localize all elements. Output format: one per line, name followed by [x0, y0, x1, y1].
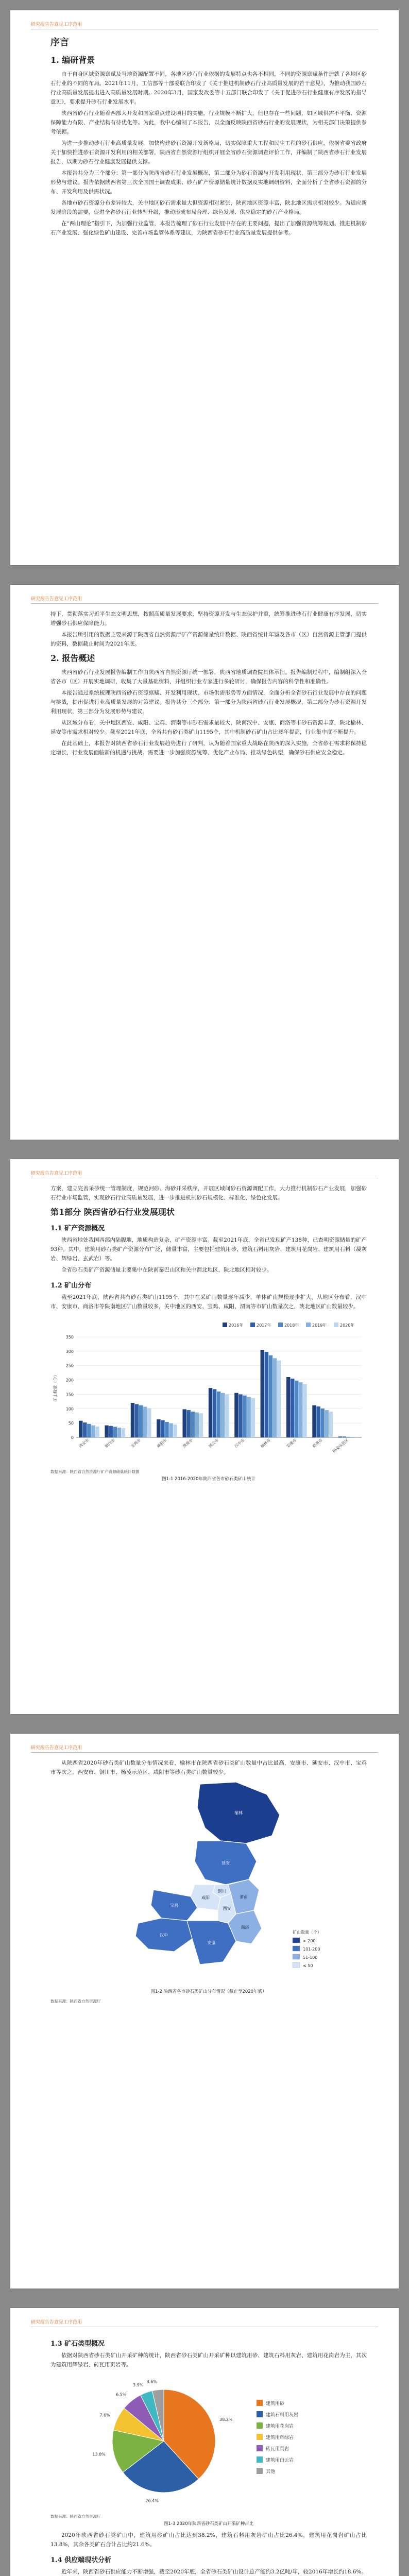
legend-label: 2017年 — [257, 1323, 271, 1328]
bar — [303, 1384, 306, 1437]
bar — [87, 1424, 91, 1437]
bar — [187, 1410, 191, 1437]
page-header: 研究报告告意见工序范用 — [31, 21, 378, 29]
bar — [95, 1427, 99, 1437]
y-tick-label: 250 — [65, 1363, 74, 1368]
legend-swatch — [334, 1323, 338, 1327]
pie-data-label: 38.2% — [219, 2417, 233, 2422]
x-tick-label: 榆林市 — [259, 1437, 272, 1449]
map-legend-swatch — [293, 1946, 300, 1951]
legend-label: 2018年 — [284, 1323, 299, 1328]
bar — [225, 1394, 229, 1437]
paragraph: 由于自身区域资源禀赋及当地资源配置不同，各地区砂石行业依据的发展特点也各不相同，不同的资源禀赋条件造就了各地区砂石行业的不同的布局。2021年11月，工信部等十部委联合印发了《关于推进机制砂石行业高质量发展的若干意见》，为推动我国砂石行业高质量发展提出进入高质量发展时期。2020年3月，国家发改委等十五部门联合印发了《关于促进砂石行业健康有序发展的指导意见》，要求提升砂石行业发展水平。 — [50, 71, 367, 105]
x-tick-label: 铜川市 — [104, 1437, 116, 1449]
map-region-label: 铜川 — [217, 1889, 226, 1894]
paragraph: 近年来，陕西省砂石供应能力不断增强，截至2020年底，全省砂石类矿山设计总产能约3.2亿吨/年，较2016年增长约18.6%。 — [61, 2569, 367, 2575]
page-header: 研究报告告意见工序范用 — [31, 1744, 378, 1753]
legend-label: 其他 — [266, 2469, 276, 2475]
bar — [338, 1436, 342, 1437]
preface-title: 序言 — [50, 37, 69, 48]
map-legend-swatch — [293, 1938, 300, 1943]
legend-swatch — [278, 1323, 283, 1327]
bar — [320, 1409, 324, 1437]
legend-swatch — [257, 2400, 263, 2406]
map-legend-title: 矿山数量（个） — [293, 1930, 321, 1935]
pie-data-label: 3.6% — [146, 2379, 157, 2384]
pie-data-label: 6.5% — [116, 2392, 127, 2397]
bar — [195, 1413, 199, 1437]
paragraph: 持下，贯彻落实习近平生态文明思想，按照高质量发展要求，坚持资源开发与生态保护并重，统筹推进砂石行业健康有序发展，切实增强砂石供应保障能力。 — [50, 611, 367, 626]
bar — [139, 1405, 143, 1437]
bar — [147, 1408, 151, 1437]
legend-label: 建筑石料用灰岩 — [266, 2413, 299, 2418]
bar — [83, 1422, 87, 1437]
page-3 — [10, 1159, 399, 1714]
paragraph: 在“两山理论”指引下，为加强行业监管，本报告梳理了砂石行业发展中存在的主要问题，提出了加强资源统筹规划、推进机制砂石产业发展、强化绿色矿山建设、完善市场监管体系等建议，为陕西省砂石行业高质量发展提供参考。 — [50, 221, 367, 236]
bar — [273, 1358, 277, 1437]
bar — [105, 1426, 108, 1437]
y-axis-label: 矿山数量（个） — [53, 1372, 58, 1402]
bar — [286, 1377, 290, 1437]
map-legend-label: ≤ 50 — [303, 1963, 313, 1968]
paragraph: 陕西省地处我国西部内陆腹地，地质构造复杂，矿产资源丰富。截至2021年底，全省已发现矿产138种，已查明资源储量的矿产93种。其中，建筑用砂石类矿产资源分布广泛，储量丰富，主要包括建筑用砂、建筑石料用灰岩、建筑用花岗岩、建筑用石料（凝灰岩、辉绿岩、玄武岩）等。 — [50, 1237, 367, 1262]
paragraph: 本报告共分为三个部分：第一部分为陕西省砂石行业发展概况，第二部分为砂石资源与开发利用现状，第三部分为砂石行业发展形势与建议。报告依据陕西省第三次全国国土调查成果、砂石矿产资源储量统计数据及实地调研资料，全面分析了全省砂石资源的分布、开发利用及供需状况。 — [50, 170, 367, 195]
bar — [265, 1352, 268, 1437]
legend-label: 建筑用白云岩 — [266, 2458, 294, 2463]
paragraph: 从陕西省2020年砂石类矿山数量分布情况来看，榆林市在陕西省砂石类矿山数量中占比最高，安康市、延安市、汉中市、宝鸡市等次之，西安市、铜川市、杨凌示范区、咸阳市等砂石类矿山数量较少。 — [50, 1760, 367, 1775]
bar — [157, 1419, 160, 1437]
y-tick-label: 300 — [65, 1349, 74, 1354]
paragraph: 陕西省砂石行业发展报告编制工作由陕西省自然资源厅统一部署，陕西省地质调查院具体承担。报告编制过程中，编制组深入全省各市（区）开展实地调研，收集了大量基础资料，并组织行业专家进行多轮研讨，确保报告内容的科学性和准确性。 — [50, 669, 367, 685]
map-region-label: 榆林 — [234, 1810, 243, 1816]
map-region-label: 宝鸡 — [170, 1903, 178, 1908]
map-source: 数据来源：陕西省自然资源厅 — [50, 1999, 101, 2004]
section-heading: 2. 报告概述 — [50, 653, 95, 663]
figure-caption: 图1-1 2016-2020年陕西省各市砂石类矿山统计 — [162, 1477, 255, 1482]
map-region-label: 渭南 — [240, 1894, 248, 1900]
legend-label: 建筑用砂 — [266, 2401, 285, 2406]
section-heading: 1.2 矿山分布 — [50, 1282, 92, 1290]
bar — [79, 1421, 82, 1437]
legend-label: 砖瓦用页岩 — [266, 2447, 289, 2452]
legend-swatch — [257, 2411, 263, 2417]
bar — [261, 1350, 264, 1437]
map-region-label: 商洛 — [241, 1925, 249, 1930]
section-heading: 1.4 供应端现状分析 — [50, 2556, 112, 2564]
pie-data-label: 26.4% — [145, 2498, 159, 2503]
bar — [295, 1381, 298, 1437]
page-4 — [10, 1734, 399, 2289]
paragraph: 本报告通过系统梳理陕西省砂石资源禀赋、开发利用现状、市场供需形势等方面情况，全面分析全省砂石行业发展中存在的问题与挑战，提出促进行业高质量发展的对策建议。报告共分三个部分：第一部分为陕西省砂石行业发展概况，第二部分为砂石资源开发利用现状，第三部分为发展形势与建议。 — [50, 690, 367, 715]
map-legend-label: 101-200 — [303, 1947, 320, 1952]
page-1 — [10, 10, 399, 565]
bar — [135, 1404, 139, 1437]
paragraph: 截至2021年底，陕西省共有砂石类矿山1195个，其中在采矿山数量逐年减少，单体矿山规模逐步扩大。从地区分布看，汉中市、安康市、商洛市等陕南地区矿山数量较多，关中地区的西安、宝鸡、咸阳、渭南等市矿山数量次之，陕北地区矿山数量较少。 — [50, 1294, 367, 1310]
bar — [143, 1406, 147, 1437]
y-tick-label: 350 — [65, 1335, 74, 1340]
figure-source: 数据来源：陕西省自然资源厅 — [50, 2514, 101, 2519]
bar — [325, 1410, 328, 1437]
pie-data-label: 3.9% — [133, 2382, 144, 2387]
y-tick-label: 150 — [65, 1392, 74, 1397]
y-tick-label: 200 — [65, 1378, 74, 1383]
bar — [91, 1426, 95, 1437]
bar — [182, 1409, 186, 1437]
bar — [277, 1361, 281, 1437]
x-tick-label: 安康市 — [285, 1437, 298, 1449]
x-tick-label: 咸阳市 — [156, 1437, 168, 1449]
map-legend-label: 51-100 — [303, 1955, 318, 1960]
page-header: 研究报告告意见工序范用 — [31, 595, 378, 604]
bar — [117, 1428, 121, 1437]
section-heading: 1. 编研背景 — [50, 55, 95, 65]
figure-source: 数据来源：陕西省自然资源厅矿产资源储量统计数据 — [50, 1469, 140, 1474]
paragraph: 依据对陕西省砂石类矿山开采矿种的统计，陕西省砂石类矿山开采矿种以建筑用砂、建筑石料用灰岩、建筑用花岗岩为主，其次为建筑用辉绿岩、砖瓦用页岩等。 — [50, 2352, 367, 2368]
part-title: 第1部分 陕西省砂石行业发展现状 — [50, 1207, 175, 1217]
page-content — [50, 609, 367, 759]
map-region-label: 咸阳 — [201, 1895, 210, 1900]
bar — [169, 1423, 173, 1437]
bar — [329, 1412, 333, 1437]
bar — [247, 1397, 250, 1437]
bar — [291, 1379, 294, 1437]
paragraph: 2020年陕西省砂石类矿山中，建筑用砂矿山占比达到38.2%，建筑石料用灰岩矿山占比26.4%，建筑用花岗岩矿山占比13.8%，其余各类矿石合计占比约21.6%。 — [50, 2532, 367, 2548]
map-region-label: 延安 — [221, 1860, 230, 1866]
pie-data-label: 7.6% — [99, 2413, 110, 2418]
x-tick-label: 延安市 — [208, 1437, 220, 1449]
page-content — [50, 35, 367, 240]
legend-label: 2020年 — [340, 1323, 355, 1328]
pie-data-label: 13.8% — [92, 2452, 106, 2457]
bar — [316, 1406, 320, 1437]
map-legend-swatch — [293, 1962, 300, 1968]
map-caption: 图1-2 陕西省各市砂石类矿山分布情况（截止至2020年底） — [150, 1989, 267, 1994]
bar — [165, 1422, 168, 1437]
page-5 — [10, 2308, 399, 2576]
mine-count-bar-chart — [50, 1316, 367, 1466]
bar — [161, 1420, 164, 1437]
section-heading: 1.1 矿产资源概况 — [50, 1225, 105, 1232]
map-region-label: 西安 — [223, 1906, 231, 1911]
page-content — [50, 2333, 367, 2576]
bar — [251, 1398, 254, 1437]
paragraph: 从区域分布看，关中地区西安、咸阳、宝鸡、渭南等市砂石需求量较大，陕南汉中、安康、商洛等市砂石资源丰富，陕北榆林、延安等市需求相对较少。截至2021年底，全省共有砂石类矿山1195个，其中机制砂石矿山占比逐年提高，行业集中度不断提升。 — [50, 720, 367, 735]
bar — [343, 1436, 346, 1437]
legend-swatch — [257, 2445, 263, 2451]
bar — [109, 1426, 112, 1437]
map-legend-label: > 200 — [303, 1939, 316, 1943]
paragraph: 各地市砂石资源分布差异较大，关中地区砂石需求量大但资源相对紧张，陕南地区资源丰富，陕北地区需求相对较少。为适应新发展阶段的需要，促进全省砂石行业转型升级，推动形成布局合理、绿色发展、供应稳定的砂石产业格局。 — [50, 200, 367, 215]
bar — [199, 1413, 203, 1437]
x-tick-label: 渭南市 — [181, 1437, 194, 1449]
legend-swatch — [306, 1323, 311, 1327]
legend-label: 建筑用辉绿岩 — [266, 2435, 294, 2441]
legend-swatch — [250, 1323, 255, 1327]
x-tick-label: 汉中市 — [233, 1437, 246, 1449]
bar — [173, 1425, 177, 1437]
y-tick-label: 50 — [68, 1421, 74, 1426]
bar — [191, 1412, 195, 1437]
legend-label: 建筑用花岗岩 — [266, 2424, 294, 2429]
legend-swatch — [257, 2434, 263, 2440]
map-region-label: 安康 — [207, 1940, 216, 1945]
bar — [213, 1389, 216, 1437]
legend-swatch — [257, 2456, 263, 2463]
bar — [217, 1392, 220, 1437]
bar — [209, 1388, 212, 1437]
paragraph: 本报告所引用的数据主要来源于陕西省自然资源厅矿产资源储量统计数据、陕西省统计年鉴及各市（区）自然资源主管部门提供的资料，数据截止时间为2021年底。 — [50, 632, 367, 647]
map-legend-swatch — [293, 1954, 300, 1959]
shaanxi-mine-map — [50, 1779, 367, 1985]
section-heading: 1.3 矿石类型概况 — [50, 2340, 105, 2348]
bar — [243, 1396, 246, 1437]
x-tick-label: 商洛市 — [311, 1437, 323, 1449]
bar — [234, 1393, 238, 1437]
page-content — [50, 1758, 367, 2004]
legend-swatch — [223, 1323, 227, 1327]
y-tick-label: 0 — [71, 1435, 74, 1440]
paragraph: 为进一步推动砂石行业高质量发展，加快构建砂石资源开发新格局，切实保障重大工程和民生工程的砂石供应，依据省委省政府关于加快推进砂石资源开发利用的相关部署，陕西省自然资源厅组织开展全省砂石资源调查评价工作，并编制了陕西省砂石行业发展报告，以期为砂石行业健康发展提供支撑。 — [50, 140, 367, 165]
legend-swatch — [257, 2422, 263, 2429]
legend-label: 2019年 — [312, 1323, 327, 1328]
page-2 — [10, 585, 399, 1140]
legend-swatch — [257, 2468, 263, 2474]
bar — [221, 1393, 225, 1437]
bar — [122, 1428, 125, 1437]
bar — [113, 1427, 117, 1437]
bar — [238, 1394, 242, 1437]
x-tick-label: 宝鸡市 — [130, 1437, 142, 1449]
y-tick-label: 100 — [65, 1406, 74, 1412]
bar — [299, 1382, 302, 1437]
x-tick-label: 杨凌示范区 — [331, 1437, 350, 1454]
bar — [131, 1403, 134, 1437]
bar — [269, 1355, 272, 1437]
paragraph: 陕西省砂石行业随着西部大开发和国家重点建设项目的实施，行业规模不断扩大，但也存在一些问题，如区域供需不平衡、资源保障能力有限、产业结构有待优化等。为此，我中心编制了本报告，以全面反映陕西省砂石行业的发展现状，为相关部门决策提供参考依据。 — [50, 110, 367, 135]
paragraph: 在此基础上，本报告对陕西省砂石行业发展趋势进行了研判，认为随着国家重大战略在陕西的深入实施，全省砂石需求将保持稳定增长，行业发展面临新的机遇与挑战。需要进一步加强资源统筹、优化产业布局、推动绿色转型，确保砂石供应安全稳定。 — [50, 740, 367, 756]
paragraph: 全省砂石类矿产资源储量主要集中在陕南秦巴山区和关中渭北地区，陕北地区相对较少。 — [61, 1267, 272, 1273]
ore-type-pie-chart — [50, 2371, 367, 2511]
map-region-label: 汉中 — [160, 1933, 168, 1938]
page-header: 研究报告告意见工序范用 — [31, 1170, 378, 1178]
page-content — [50, 1184, 367, 1486]
x-tick-label: 西安市 — [78, 1437, 90, 1449]
legend-label: 2016年 — [229, 1323, 244, 1328]
paragraph: 方案，建立完善采砂统一管理制度，规范河砂、海砂开采秩序，开展区域间砂石资源调配工作，大力推行机制砂石产业发展，加强砂石行业市场监管，实现砂石行业高质量发展，进一步推进机制砂石规模化、标准化、绿色化发展。 — [50, 1185, 367, 1201]
figure-caption: 图1-3 2020年陕西省砂石类矿山开采矿种占比 — [163, 2521, 254, 2527]
bar — [312, 1405, 316, 1437]
page-header: 研究报告告意见工序范用 — [31, 2318, 378, 2327]
